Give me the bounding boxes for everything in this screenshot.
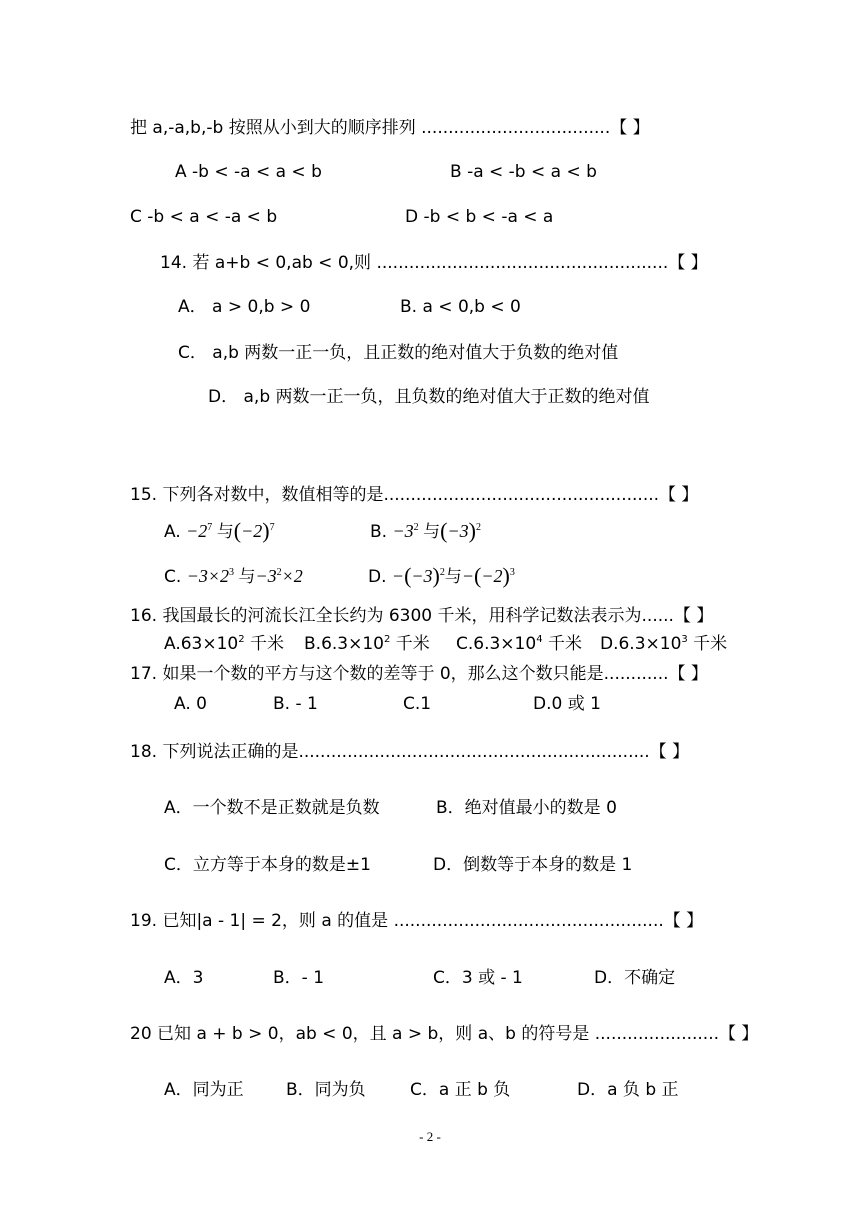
q16-option-a: $A.63\times 10^2$ 千米 xyxy=(164,634,285,654)
q15-d-label: D. xyxy=(368,567,387,587)
q17-option-c: C.1 xyxy=(403,694,432,714)
q15-stem: 15. 下列各对数中，数值相等的是...................................................【 】 xyxy=(130,485,699,505)
q13-option-c: C -b < a < -a < b xyxy=(130,207,278,227)
q20-option-d: D．a 负 b 正 xyxy=(577,1080,679,1100)
q15-c-expr: $-3\times 2^3$ 与$-3^2\times 2$ xyxy=(186,566,303,587)
q16-option-d: $D.6.3\times 10^3$ 千米 xyxy=(600,634,728,654)
q15-b-expr: $-3^2$ 与$(-3)^2$ xyxy=(392,518,481,543)
q16-option-c: $C.6.3\times 10^4$ 千米 xyxy=(456,634,582,654)
q16-option-b: $B.6.3\times 10^2$ 千米 xyxy=(304,634,430,654)
q17-option-d: D.0 或 1 xyxy=(533,694,601,714)
q13-option-b: B -a < -b < a < b xyxy=(450,162,597,182)
q15-c-label: C. xyxy=(164,567,182,587)
q19-option-b: B．- 1 xyxy=(273,968,325,988)
q15-option-b xyxy=(370,520,481,543)
q15-option-d xyxy=(368,565,515,588)
q20-option-c: C．a 正 b 负 xyxy=(410,1080,511,1100)
q13-stem: 把 a,-a,b,-b 按照从小到大的顺序排列 ...................................【 】 xyxy=(130,118,650,138)
q15-a-label: A. xyxy=(164,522,181,542)
q13-option-a: A -b < -a < a < b xyxy=(175,162,322,182)
q15-option-a xyxy=(164,520,275,543)
q15-option-c xyxy=(164,565,303,588)
q14-option-c: C． a,b 两数一正一负，且正数的绝对值大于负数的绝对值 xyxy=(178,343,619,363)
q18-option-a: A．一个数不是正数就是负数 xyxy=(164,798,380,818)
q18-stem: 18. 下列说法正确的是.................................................................【 】 xyxy=(130,742,690,762)
q17-option-b: B. - 1 xyxy=(273,694,318,714)
q18-option-c: C．立方等于本身的数是±1 xyxy=(164,855,371,875)
q13-option-d: D -b < b < -a < a xyxy=(405,207,554,227)
q18-option-b: B．绝对值最小的数是 0 xyxy=(436,798,617,818)
q19-stem: 19. 已知|a - 1| = 2，则 a 的值是 ..................................................【 】 xyxy=(130,911,704,931)
q18-option-d: D．倒数等于本身的数是 1 xyxy=(433,855,633,875)
q15-a-expr: $-2^7$ 与$(-2)^7$ xyxy=(186,518,275,543)
q15-d-expr: $-(-3)^2$与$-(-2)^3$ xyxy=(391,563,515,588)
page-number: - 2 - xyxy=(419,1129,441,1144)
q19-option-a: A．3 xyxy=(164,968,204,988)
q15-b-label: B. xyxy=(370,522,388,542)
q16-stem: 16. 我国最长的河流长江全长约为 6300 千米，用科学记数法表示为......【 】 xyxy=(130,606,714,626)
q20-option-b: B．同为负 xyxy=(286,1080,366,1100)
q19-option-d: D．不确定 xyxy=(594,968,676,988)
q17-stem: 17. 如果一个数的平方与这个数的差等于 0，那么这个数只能是............【 】 xyxy=(130,664,708,684)
q14-option-b: B. a < 0,b < 0 xyxy=(400,297,521,317)
q20-option-a: A．同为正 xyxy=(164,1080,244,1100)
q14-stem: 14. 若 a+b < 0,ab < 0,则 ......................................................【 】 xyxy=(160,253,708,273)
q14-option-d: D． a,b 两数一正一负，且负数的绝对值大于正数的绝对值 xyxy=(208,387,650,407)
q17-option-a: A. 0 xyxy=(174,694,207,714)
q14-option-a: A． a > 0,b > 0 xyxy=(178,297,311,317)
q20-stem: 20 已知 a + b > 0，ab < 0，且 a > b，则 a、b 的符号是 .......................【 】 xyxy=(130,1024,759,1044)
q19-option-c: C．3 或 - 1 xyxy=(433,968,523,988)
